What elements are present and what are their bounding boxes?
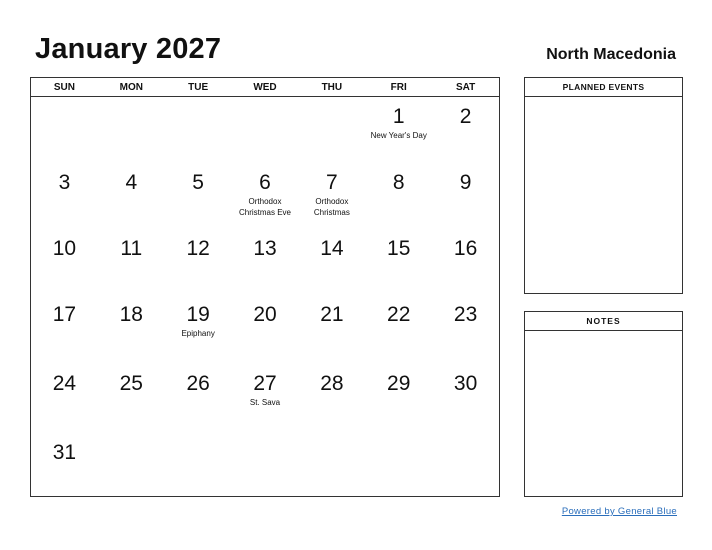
weekday-sat: SAT	[455, 82, 476, 93]
day-cell	[98, 295, 165, 364]
day-number: 8	[392, 171, 405, 194]
day-number: 20	[253, 303, 277, 326]
day-cell	[98, 229, 165, 295]
day-number: 14	[320, 237, 344, 260]
weekday-thu: THU	[321, 82, 343, 93]
day-cell	[298, 364, 365, 433]
planned-events-panel	[524, 77, 683, 294]
planned-events-heading: PLANNED EVENTS	[525, 78, 682, 97]
day-number: 10	[52, 237, 77, 260]
day-cell	[365, 295, 432, 364]
week-row	[31, 163, 499, 229]
day-cell	[298, 97, 365, 163]
weekday-wed: WED	[253, 82, 277, 93]
weekday-tue: TUE	[188, 82, 209, 93]
week-row	[31, 433, 499, 499]
weekday-header-row	[31, 78, 499, 97]
day-cell	[98, 163, 165, 229]
day-number: 19	[186, 303, 210, 326]
day-cell	[432, 163, 499, 229]
day-number: 2	[459, 105, 472, 128]
day-cell	[432, 364, 499, 433]
day-cell	[365, 364, 432, 433]
weekday-sun: SUN	[53, 82, 75, 93]
day-number: 21	[320, 303, 344, 326]
day-cell	[232, 163, 299, 229]
powered-by-link[interactable]: Powered by General Blue	[561, 506, 677, 517]
day-cell	[298, 229, 365, 295]
day-cell	[98, 433, 165, 499]
calendar-title: January 2027	[35, 33, 222, 65]
day-cell	[165, 97, 232, 163]
week-row	[31, 295, 499, 364]
calendar-grid	[30, 77, 500, 497]
day-cell	[432, 433, 499, 499]
holiday-label: St. Sava	[249, 398, 281, 407]
day-number: 29	[387, 372, 411, 395]
day-cell	[98, 364, 165, 433]
day-number: 3	[58, 171, 71, 194]
day-cell	[365, 97, 432, 163]
day-number: 13	[253, 237, 277, 260]
week-row	[31, 97, 499, 163]
day-cell	[432, 97, 499, 163]
weekday-mon: MON	[119, 82, 143, 93]
day-cell	[165, 229, 232, 295]
day-cell	[31, 364, 98, 433]
day-number: 1	[392, 105, 405, 128]
day-cell	[298, 295, 365, 364]
day-cell	[432, 229, 499, 295]
day-number: 23	[453, 303, 478, 326]
day-cell	[31, 97, 98, 163]
day-number: 26	[186, 372, 210, 395]
day-cell	[165, 433, 232, 499]
day-cell	[365, 229, 432, 295]
day-cell	[365, 433, 432, 499]
week-row	[31, 229, 499, 295]
day-cell	[31, 295, 98, 364]
day-cell	[298, 433, 365, 499]
day-cell	[31, 229, 98, 295]
day-cell	[165, 163, 232, 229]
day-number: 18	[119, 303, 143, 326]
day-number: 30	[453, 372, 478, 395]
day-number: 31	[52, 441, 77, 464]
day-number: 15	[387, 237, 411, 260]
day-cell	[232, 295, 299, 364]
day-cell	[232, 433, 299, 499]
day-cell	[232, 364, 299, 433]
day-number: 24	[52, 372, 77, 395]
holiday-label: Orthodox Christmas Eve	[238, 197, 291, 217]
weekday-fri: FRI	[390, 82, 407, 93]
day-number: 11	[120, 237, 143, 260]
country-name: North Macedonia	[546, 46, 676, 63]
day-cell	[232, 229, 299, 295]
day-number: 9	[459, 171, 472, 194]
day-cell	[232, 97, 299, 163]
day-number: 22	[387, 303, 411, 326]
day-number: 25	[119, 372, 143, 395]
day-cell	[165, 364, 232, 433]
day-number: 6	[259, 171, 271, 194]
notes-heading: NOTES	[525, 312, 682, 331]
day-cell	[165, 295, 232, 364]
day-cell	[365, 163, 432, 229]
day-number: 4	[125, 171, 138, 194]
day-number: 5	[192, 171, 204, 194]
day-number: 12	[186, 237, 210, 260]
day-number: 17	[52, 303, 77, 326]
day-number: 7	[326, 171, 338, 194]
day-cell	[432, 295, 499, 364]
notes-panel	[524, 311, 683, 497]
holiday-label: Epiphany	[181, 329, 215, 338]
holiday-label: New Year's Day	[370, 131, 427, 140]
holiday-label: Orthodox Christmas	[313, 197, 350, 217]
day-number: 27	[253, 372, 277, 395]
day-cell	[298, 163, 365, 229]
calendar-weeks	[31, 97, 499, 499]
day-number: 28	[320, 372, 344, 395]
week-row	[31, 364, 499, 433]
day-cell	[31, 433, 98, 499]
day-cell	[31, 163, 98, 229]
day-number: 16	[453, 237, 478, 260]
day-cell	[98, 97, 165, 163]
